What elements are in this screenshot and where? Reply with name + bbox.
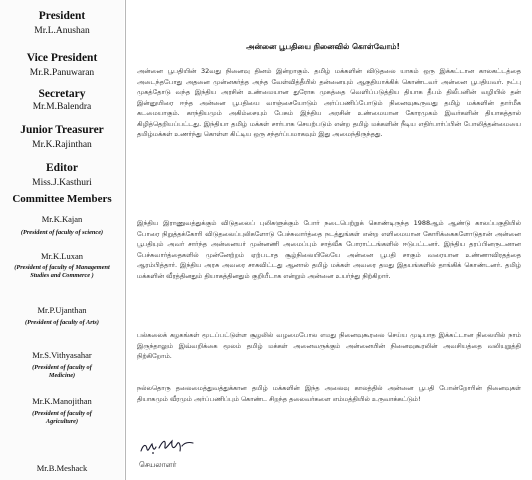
member-role-vithyasahar: (President of faculty of Medicine) [32, 364, 92, 379]
signer-title: செயலாளர் [139, 460, 177, 469]
officer-name-junior-treasurer: Mr.K.Rajinthan [32, 140, 92, 150]
committee-members-heading: Committee Members [12, 193, 112, 205]
member-name-luxan: Mr.K.Luxan [40, 251, 84, 261]
officer-name-vice-president: Mr.R.Panuwaran [29, 68, 95, 78]
member-role-ujanthan: (President of faculty of Arts) [25, 319, 99, 326]
officer-role-junior-treasurer: Junior Treasurer [20, 124, 104, 136]
paragraph-2: இந்திய இராணுவத்துக்கும் விடுதலைப் புலிகளுக்கும் போர் நடைபெற்றுக் கொண்டிருந்த 1988ஆம் ஆண்டு காலப்பகுதியில் போரை நிறுத்தக்கோரி விடுதலைப்புலிகளோடு பேச்சுவார்த்தை நடத்துங்கள் என்ற எளிமையான கோரிக்கைகளோடுதான் அன்னை பூபதியும் அவர் சார்ந்த அன்னையர் முன்னணி அமைப்பும் சாத்வீக போராட்டங்களில் ஈடுபட்டனர். இந்திய தரப்பினருடனான பேச்சுவார்த்தைகளில் முன்னேற்றம் ஏற்படாத சூழ்நிலையிலேயே அன்னை பூபதி சாகும் வரையான உண்ணாவிரதத்தை ஆரம்பித்தார். இந்திய அரசு அவரை சாகவிட்டது ஆனால் தமிழ் மக்கள் அவரை தமது இதயங்களில் தாங்கிக் கொண்டனர். தமிழ் மக்களின் வீரத்தினதும் தியாகத்தினதும் குறியீடாக என்றும் அன்னை உயர்ந்து நிற்கிறார். [137, 219, 521, 280]
paragraph-3: பல்கலைக் கழகங்கள் மூடப்பட்டுள்ள சூழலில் வழமைபோல எமது நினைவுகூரலை செய்ய முடியாத இக்கட்டான நிலையில் நாம் இருந்தாலும் இவ்வறிக்கை மூலம் தமிழ் மக்கள் அனைவருக்கும் அன்னையின் நினைவுகூரலின் அவசியத்தை வலியுறுத்தி நிற்கிறோம். [137, 331, 521, 360]
sidebar-union-officers [0, 0, 124, 480]
officer-role-president: President [38, 10, 86, 22]
officer-role-editor: Editor [46, 162, 78, 174]
member-role-luxan: (President of faculty of Management Studies and Commerce ) [14, 264, 110, 279]
officer-role-vice-president: Vice President [26, 52, 98, 64]
officer-name-president: Mr.L.Anushan [34, 26, 90, 36]
member-name-ujanthan: Mr.P.Ujanthan [37, 305, 87, 315]
member-role-kajan: (President of faculty of science) [20, 229, 104, 236]
member-name-meshack: Mr.B.Meshack [36, 463, 88, 473]
statement-title: அன்னை பூபதியை நினைவில் கொள்வோம்! [246, 42, 400, 51]
sidebar-divider [125, 0, 126, 480]
handwritten-signature [139, 434, 195, 456]
officer-name-editor: Miss.J.Kasthuri [32, 178, 92, 188]
member-name-vithyasahar: Mr.S.Vithyasahar [32, 350, 92, 360]
member-role-manojithan: (President of faculty of Agriculture) [32, 410, 92, 425]
officer-name-secretary: Mr.M.Balendra [32, 102, 92, 112]
member-name-kajan: Mr.K.Kajan [41, 214, 83, 224]
member-name-manojithan: Mr.K.Manojithan [32, 396, 92, 406]
paragraph-4: நல்லதொரு தலைமைத்துவத்துக்கான தமிழ் மக்களின் இந்த அலைவு காலத்தில் அன்னை பூபதி போன்றோரின் நினைவுகள் தியாகமும் வீரமும் அர்ப்பணிப்பும் கொண்ட சிறந்த தலைவர்களை எம்மத்தியில் உருவாக்கட்டும்! [137, 384, 521, 403]
paragraph-1: அன்னை பூபதியின் 32வது நினைவு தினம் இன்றாகும். தமிழ் மக்களின் விடுதலை யாகம் ஒரு இக்கட்டான காலகட்டத்தை அடைந்தபோது அதனை முன்னகர்த்த அந்த வேள்வித்தீயில் தன்னையும் ஆகுதியாக்கிக் கொண்டவர் அன்னை பூபதியவர். நட்பு முகத்தோடு வந்த இந்திய அரசின் உண்மையான துரோக முகத்தை வெளிப்படுத்திய தியாக தீபம் திலீபனின் வழியில் தன் இன்னுயிரை ஈந்த அன்னை பூபதியை வாஞ்சையோடும் அர்ப்பணிப்போடும் நினைவுகூருவது தமிழ் மக்களின் தார்மீக கடமையாகும். காந்தியமும் அகிம்சையும் பேசும் இந்திய அரசின் உண்மையான கோரமுகம் இவர்களின் தியாகத்தால் கிழித்தெறியப்பட்டது. இந்தியா தமிழ் மக்கள் சார்பாக செயற்படும் என்ற தமிழ் மக்களின் நீடிய எதிர்பார்ப்பின் போலித்தன்மையை தமிழ்மக்கள் உணர்ந்து கொள்ள கிட்டிய ஒரு சந்தர்ப்பமாகவும் இது அமைந்திருந்தது. [137, 67, 521, 138]
officer-role-secretary: Secretary [38, 88, 86, 100]
